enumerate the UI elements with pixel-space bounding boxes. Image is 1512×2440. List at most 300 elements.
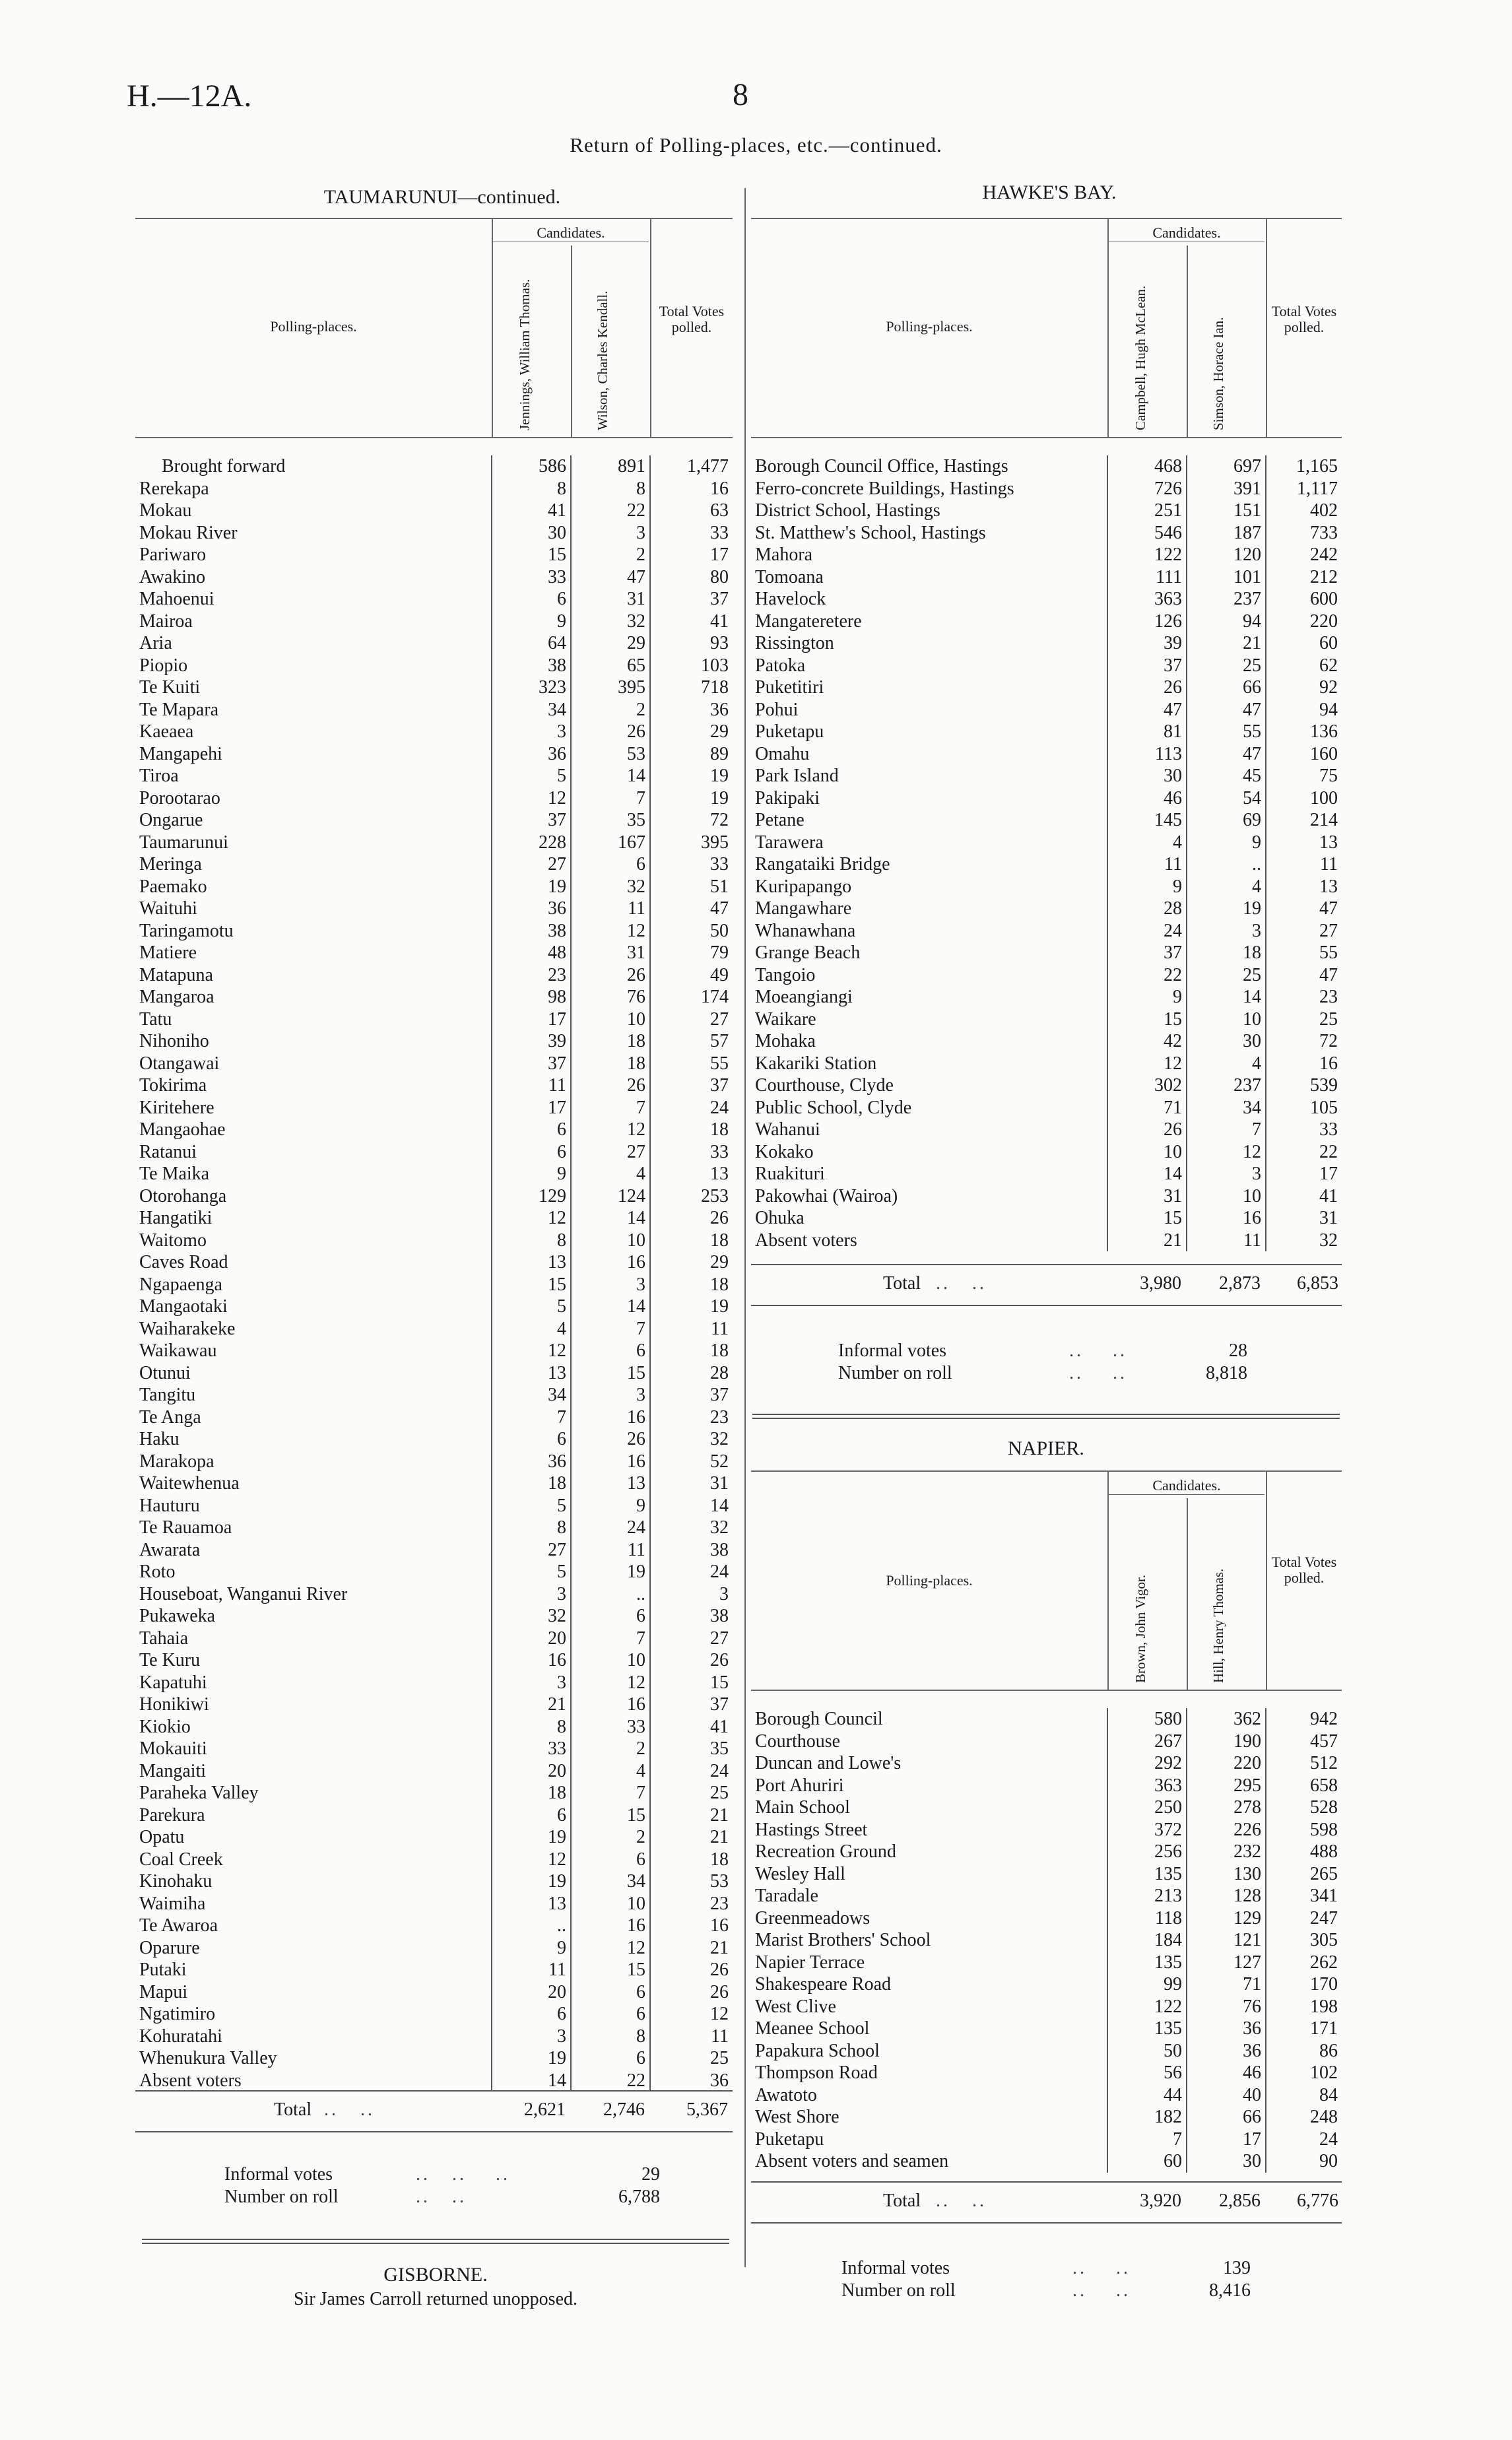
- candidate-2-votes: 697: [1187, 455, 1266, 478]
- total-votes: 32: [1266, 1230, 1342, 1252]
- candidate-2-votes: 3: [1187, 1163, 1266, 1185]
- polling-place-name: Hangatiki: [139, 1208, 213, 1228]
- polling-place-name: Mairoa: [139, 610, 193, 632]
- candidate-1-votes: 5: [492, 1296, 571, 1318]
- table-row: [751, 876, 1342, 898]
- total-votes: 41: [1266, 1185, 1342, 1208]
- polling-place-name: Recreation Ground: [755, 1841, 896, 1862]
- total-votes: 24: [650, 1097, 733, 1119]
- candidate-2-votes: 66: [1187, 676, 1266, 699]
- candidate-1-votes: 12: [492, 1849, 571, 1871]
- table-row: [751, 1929, 1342, 1952]
- candidate-1-votes: 37: [492, 1053, 571, 1075]
- total-votes: 41: [650, 1716, 733, 1738]
- total-votes: 25: [650, 1782, 733, 1804]
- polling-place-name: Absent voters: [755, 1230, 857, 1251]
- napier-header: [751, 1470, 1342, 1691]
- table-row: [751, 1053, 1342, 1075]
- total-all: 6,853: [1297, 1273, 1338, 1294]
- total-votes: 11: [650, 1318, 733, 1340]
- total-votes: 24: [650, 1561, 733, 1583]
- candidate-1-votes: 42: [1107, 1030, 1187, 1053]
- polling-place-name: Pariwaro: [139, 544, 207, 565]
- candidate-1-votes: 5: [492, 1495, 571, 1517]
- polling-place-name: Pohui: [755, 699, 799, 720]
- table-row: [751, 1119, 1342, 1141]
- table-row: [751, 1030, 1342, 1053]
- hawkes-bay-header: [751, 218, 1342, 438]
- total-votes: 37: [650, 588, 733, 610]
- candidate-2-votes: 101: [1187, 566, 1266, 589]
- candidate-2-votes: 36: [1187, 2018, 1266, 2040]
- total-votes: 36: [650, 699, 733, 721]
- candidate-1-votes: 8: [492, 478, 571, 500]
- informal-votes: 29: [641, 2164, 660, 2185]
- candidate-2-votes: 128: [1187, 1885, 1266, 1907]
- candidate-1-votes: 182: [1107, 2106, 1187, 2128]
- polling-place-name: Otorohanga: [139, 1185, 227, 1206]
- candidate-1-votes: 6: [492, 2003, 571, 2026]
- taumarunui-summary: [224, 2163, 686, 2216]
- candidate-2-votes: 14: [1187, 986, 1266, 1008]
- polling-place-name: Courthouse: [755, 1731, 841, 1752]
- total-votes: 22: [1266, 1141, 1342, 1164]
- leader-dots: .. ..: [1072, 2258, 1131, 2278]
- leader-dots: .. ..: [936, 2191, 987, 2211]
- napier-summary: [841, 2257, 1303, 2310]
- total-votes: 198: [1266, 1996, 1342, 2018]
- total-votes: 18: [650, 1119, 733, 1141]
- total-candidate-2: 2,746: [603, 2099, 645, 2120]
- polling-place-name: Mangaroa: [139, 987, 214, 1007]
- section-rule: [142, 2239, 729, 2240]
- total-votes: 33: [1266, 1119, 1342, 1141]
- candidate-1-votes: 37: [1107, 655, 1187, 677]
- candidate-2-votes: 18: [571, 1030, 650, 1053]
- candidate-1-votes: 8: [492, 1716, 571, 1738]
- table-row: [751, 2128, 1342, 2151]
- candidate-1-votes: 14: [492, 2070, 571, 2092]
- polling-place-name: Pukaweka: [139, 1606, 216, 1626]
- candidate-1-votes: 3: [492, 721, 571, 743]
- total-votes: 21: [650, 1937, 733, 1960]
- candidate-1-votes: 129: [492, 1185, 571, 1208]
- table-row: [751, 1841, 1342, 1863]
- polling-place-name: Waiharakeke: [139, 1318, 236, 1339]
- section-rule: [142, 2243, 729, 2244]
- total-votes: 51: [650, 876, 733, 898]
- table-row: [135, 566, 733, 589]
- candidate-2-votes: 9: [571, 1495, 650, 1517]
- total-votes: 12: [650, 2003, 733, 2026]
- table-row: [751, 1141, 1342, 1164]
- table-row: [751, 1797, 1342, 1819]
- candidate-1-votes: 20: [492, 1981, 571, 2004]
- polling-place-name: Puketapu: [755, 721, 824, 742]
- candidate-2-votes: 30: [1187, 1030, 1266, 1053]
- total-votes: 36: [650, 2070, 733, 2092]
- table-row: [135, 500, 733, 522]
- table-row: [751, 1163, 1342, 1185]
- header-rule: [1107, 1472, 1109, 1690]
- polling-place-name: Nihoniho: [139, 1031, 209, 1051]
- candidate-2-votes: 237: [1187, 1074, 1266, 1097]
- polling-place-name: Kohuratahi: [139, 2026, 222, 2047]
- table-row: [751, 2084, 1342, 2107]
- table-row: [751, 1207, 1342, 1230]
- total-votes: 62: [1266, 655, 1342, 677]
- candidate-1-votes: 11: [492, 1959, 571, 1981]
- table-row: [135, 1008, 733, 1031]
- table-row: [135, 1959, 733, 1981]
- candidate-1-votes: 71: [1107, 1097, 1187, 1119]
- table-row: [135, 655, 733, 677]
- gisborne-note: Sir James Carroll returned unopposed.: [293, 2289, 578, 2309]
- table-row: [135, 1251, 733, 1274]
- candidate-1-votes: 26: [1107, 1119, 1187, 1141]
- candidate-2-votes: 7: [571, 787, 650, 810]
- candidate-2-votes: 29: [571, 632, 650, 655]
- polling-place-name: Whanawhana: [755, 920, 856, 941]
- candidate-1-votes: 48: [492, 942, 571, 964]
- candidate-2-votes: 71: [1187, 1973, 1266, 1996]
- candidate-2-votes: 167: [571, 832, 650, 854]
- total-votes: 47: [1266, 898, 1342, 920]
- candidate-1-votes: 15: [1107, 1008, 1187, 1031]
- table-row: [751, 478, 1342, 500]
- polling-place-name: Kaeaea: [139, 721, 194, 742]
- table-row: [135, 1981, 733, 2004]
- candidate-1-votes: 31: [1107, 1185, 1187, 1208]
- table-row: [135, 1760, 733, 1783]
- total-votes: 13: [1266, 832, 1342, 854]
- candidate-2-votes: 12: [1187, 1141, 1266, 1164]
- candidate-2-votes: 6: [571, 1981, 650, 2004]
- total-all: 5,367: [686, 2099, 728, 2120]
- total-votes: 160: [1266, 743, 1342, 766]
- polling-place-name: Awakino: [139, 566, 206, 587]
- polling-place-name: Havelock: [755, 589, 826, 609]
- table-row: [135, 1937, 733, 1960]
- header-rule: [492, 219, 493, 437]
- candidate-1-votes: 19: [492, 876, 571, 898]
- table-row: [135, 942, 733, 964]
- header-rule: [571, 246, 572, 437]
- table-row: [135, 1849, 733, 1871]
- total-votes: 80: [650, 566, 733, 589]
- polling-place-name: Kakariki Station: [755, 1053, 877, 1074]
- total-votes: 24: [1266, 2128, 1342, 2151]
- total-votes: 18: [650, 1849, 733, 1871]
- candidate-1-votes: 302: [1107, 1074, 1187, 1097]
- candidate-2-votes: 7: [571, 1097, 650, 1119]
- candidate-1-votes: 36: [492, 898, 571, 920]
- table-row: [135, 1097, 733, 1119]
- total-votes: 38: [650, 1605, 733, 1628]
- candidate-2-votes: 187: [1187, 522, 1266, 544]
- candidate-1-votes: 5: [492, 765, 571, 787]
- candidate-2-votes: 362: [1187, 1708, 1266, 1731]
- total-votes: 247: [1266, 1907, 1342, 1930]
- candidates-heading: Candidates.: [1109, 224, 1265, 242]
- candidate-1-votes: 56: [1107, 2062, 1187, 2084]
- polling-place-name: Aria: [139, 633, 172, 653]
- candidate-2-votes: 10: [1187, 1185, 1266, 1208]
- candidate-2-votes: 391: [1187, 478, 1266, 500]
- roll-label: Number on roll: [838, 1363, 952, 1383]
- polling-place-name: Mangateretere: [755, 610, 862, 632]
- table-row: [135, 765, 733, 787]
- table-row: [135, 1141, 733, 1164]
- total-votes: 31: [650, 1472, 733, 1495]
- total-votes: 75: [1266, 765, 1342, 787]
- hawkes-bay-title: HAWKE'S BAY.: [982, 181, 1117, 203]
- candidate-1-votes: 26: [1107, 676, 1187, 699]
- candidate-1-votes: 135: [1107, 1952, 1187, 1974]
- table-row: [135, 2003, 733, 2026]
- candidate-2-votes: 66: [1187, 2106, 1266, 2128]
- candidate-1-votes: 36: [492, 743, 571, 766]
- informal-label: Informal votes: [838, 1340, 947, 1361]
- polling-place-name: Marakopa: [139, 1451, 214, 1472]
- polling-place-name: Te Maika: [139, 1164, 210, 1184]
- total-votes: 19: [650, 787, 733, 810]
- taumarunui-total-row: [135, 2090, 733, 2132]
- candidate-1-votes: 111: [1107, 566, 1187, 589]
- total-votes: 305: [1266, 1929, 1342, 1952]
- candidate-1-votes: 3: [492, 1672, 571, 1694]
- candidate-1-votes: 292: [1107, 1752, 1187, 1775]
- candidate-1-votes: 28: [1107, 898, 1187, 920]
- candidate-1-votes: 126: [1107, 610, 1187, 633]
- candidate-2-votes: 27: [571, 1141, 650, 1164]
- total-votes: 220: [1266, 610, 1342, 633]
- header-rule: [1107, 219, 1109, 437]
- total-votes: 253: [650, 1185, 733, 1208]
- polling-place-name: Parekura: [139, 1804, 205, 1826]
- polling-place-name: Houseboat, Wanganui River: [139, 1583, 348, 1604]
- polling-place-name: Park Island: [755, 766, 839, 786]
- table-row: [135, 876, 733, 898]
- candidate-2-votes: 15: [571, 1362, 650, 1385]
- candidate-2-votes: 47: [1187, 699, 1266, 721]
- candidate-2-votes: 127: [1187, 1952, 1266, 1974]
- polling-place-name: Napier Terrace: [755, 1952, 865, 1973]
- polling-place-name: Waimiha: [139, 1893, 206, 1914]
- table-row: [135, 1539, 733, 1562]
- total-votes-heading: Total Votes polled.: [659, 303, 725, 335]
- table-row: [135, 1716, 733, 1738]
- table-row: [751, 2106, 1342, 2128]
- polling-place-name: Mangapehi: [139, 743, 222, 764]
- total-votes: 21: [650, 1826, 733, 1849]
- polling-place-name: Ferro-concrete Buildings, Hastings: [755, 478, 1014, 499]
- candidate-2-votes: 16: [571, 1451, 650, 1473]
- candidate-1-votes: 41: [492, 500, 571, 522]
- polling-place-name: Te Anga: [139, 1406, 201, 1428]
- candidate-1-votes: 363: [1107, 588, 1187, 610]
- candidate-2-votes: 3: [571, 1384, 650, 1406]
- page-id: H.—12A.: [127, 79, 252, 114]
- total-label: Total: [883, 1273, 921, 1294]
- candidate-1-votes: 6: [492, 1428, 571, 1451]
- total-votes: 37: [650, 1694, 733, 1716]
- candidate-2-votes: 15: [571, 1959, 650, 1981]
- table-row: [135, 1472, 733, 1495]
- candidate-2-votes: 14: [571, 1296, 650, 1318]
- polling-place-name: Duncan and Lowe's: [755, 1753, 902, 1773]
- polling-place-name: Rissington: [755, 633, 834, 653]
- candidate-2-name: Wilson, Charles Kendall.: [595, 290, 610, 430]
- candidate-1-votes: 7: [492, 1406, 571, 1429]
- polling-place-name: Thompson Road: [755, 2062, 878, 2083]
- total-votes: 19: [650, 765, 733, 787]
- candidate-2-votes: 36: [1187, 2040, 1266, 2062]
- candidate-1-votes: 34: [492, 1384, 571, 1406]
- candidate-1-votes: 12: [1107, 1053, 1187, 1075]
- candidate-1-votes: 47: [1107, 699, 1187, 721]
- candidate-2-votes: 295: [1187, 1775, 1266, 1797]
- candidate-2-votes: 3: [1187, 920, 1266, 942]
- polling-place-name: Rerekapa: [139, 478, 209, 499]
- candidate-1-votes: 9: [492, 610, 571, 633]
- report-title: Return of Polling-places, etc.—continued.: [570, 133, 942, 156]
- total-votes: 37: [650, 1384, 733, 1406]
- candidate-2-votes: 40: [1187, 2084, 1266, 2107]
- candidate-1-votes: 46: [1107, 787, 1187, 810]
- table-row: [135, 1826, 733, 1849]
- candidate-1-votes: 122: [1107, 544, 1187, 566]
- candidate-1-votes: 37: [1107, 942, 1187, 964]
- table-row: [751, 1775, 1342, 1797]
- total-votes: 214: [1266, 809, 1342, 832]
- total-votes: 212: [1266, 566, 1342, 589]
- roll-label: Number on roll: [224, 2187, 339, 2207]
- candidate-2-votes: 10: [571, 1008, 650, 1031]
- total-all: 6,776: [1297, 2191, 1338, 2211]
- number-on-roll: 8,416: [1209, 2280, 1251, 2301]
- total-votes: 33: [650, 522, 733, 544]
- candidate-1-votes: ..: [492, 1915, 571, 1937]
- polling-place-name: Tokirima: [139, 1075, 207, 1096]
- polling-place-name: Borough Council: [755, 1709, 883, 1729]
- table-row: [751, 942, 1342, 964]
- candidate-1-votes: 372: [1107, 1819, 1187, 1841]
- candidate-2-votes: 22: [571, 500, 650, 522]
- candidate-1-votes: 135: [1107, 2018, 1187, 2040]
- candidate-1-votes: 23: [492, 964, 571, 987]
- polling-place-name: Matiere: [139, 942, 197, 963]
- table-row: [751, 964, 1342, 987]
- polling-place-name: Te Kuiti: [139, 677, 201, 698]
- candidate-1-votes: 580: [1107, 1708, 1187, 1731]
- candidate-1-votes: 36: [492, 1451, 571, 1473]
- candidate-2-votes: 9: [1187, 832, 1266, 854]
- total-votes-heading: Total Votes polled.: [1271, 303, 1337, 335]
- total-votes: 92: [1266, 676, 1342, 699]
- total-votes: 55: [1266, 942, 1342, 964]
- candidate-1-votes: 27: [492, 853, 571, 876]
- candidate-1-votes: 5: [492, 1561, 571, 1583]
- polling-place-name: Mohaka: [755, 1031, 816, 1051]
- candidate-1-votes: 113: [1107, 743, 1187, 766]
- polling-place-name: Waikawau: [139, 1340, 217, 1361]
- polling-place-name: Porootarao: [139, 787, 220, 808]
- total-votes: 658: [1266, 1775, 1342, 1797]
- total-votes: 488: [1266, 1841, 1342, 1863]
- candidate-2-votes: 65: [571, 655, 650, 677]
- candidates-heading: Candidates.: [1109, 1477, 1265, 1495]
- candidate-2-votes: 76: [571, 986, 650, 1008]
- header-rule: [1187, 1498, 1188, 1690]
- candidate-1-name: Campbell, Hugh McLean.: [1133, 285, 1148, 430]
- polling-place-name: Meanee School: [755, 2018, 870, 2039]
- leader-dots: .. ..: [416, 2187, 467, 2207]
- table-row: [135, 2026, 733, 2048]
- candidate-1-votes: 19: [492, 1826, 571, 1849]
- candidate-2-votes: 19: [571, 1561, 650, 1583]
- polling-place-name: Patoka: [755, 655, 806, 676]
- candidate-1-votes: 9: [492, 1163, 571, 1185]
- total-votes: 49: [650, 964, 733, 987]
- total-votes: 16: [650, 1915, 733, 1937]
- total-votes: 102: [1266, 2062, 1342, 2084]
- candidate-2-votes: 2: [571, 699, 650, 721]
- candidate-1-votes: 13: [492, 1251, 571, 1274]
- candidate-2-votes: 25: [1187, 964, 1266, 987]
- total-votes: 457: [1266, 1731, 1342, 1753]
- polling-place-name: Meringa: [139, 854, 202, 874]
- polling-place-name: Piopio: [139, 655, 188, 676]
- polling-places-heading: Polling-places.: [270, 318, 357, 335]
- candidate-1-votes: 99: [1107, 1973, 1187, 1996]
- candidate-1-votes: 12: [492, 1340, 571, 1362]
- candidate-1-votes: 3: [492, 2026, 571, 2048]
- table-row: [135, 1583, 733, 1606]
- table-row: [751, 832, 1342, 854]
- total-votes: 50: [650, 920, 733, 942]
- candidate-1-votes: 39: [1107, 632, 1187, 655]
- candidate-1-votes: 122: [1107, 1996, 1187, 2018]
- polling-place-name: Omahu: [755, 743, 810, 764]
- table-row: [751, 986, 1342, 1008]
- hawkes-bay-summary: [838, 1340, 1300, 1393]
- table-row: [135, 721, 733, 743]
- polling-place-name: Tarawera: [755, 832, 824, 853]
- candidate-1-votes: 19: [492, 1870, 571, 1893]
- total-votes: 33: [650, 853, 733, 876]
- candidate-2-votes: 151: [1187, 500, 1266, 522]
- table-row: [135, 920, 733, 942]
- candidate-1-votes: 6: [492, 1804, 571, 1827]
- polling-place-name: Mahora: [755, 544, 813, 565]
- candidate-1-votes: 15: [1107, 1207, 1187, 1230]
- candidate-1-name: Brown, John Vigor.: [1133, 1574, 1148, 1683]
- polling-place-name: Haku: [139, 1429, 180, 1449]
- candidate-2-votes: 4: [571, 1760, 650, 1783]
- candidate-2-votes: 10: [1187, 1008, 1266, 1031]
- candidate-2-votes: 19: [1187, 898, 1266, 920]
- table-row: [135, 1030, 733, 1053]
- candidate-2-votes: 25: [1187, 655, 1266, 677]
- polling-place-name: Putaki: [139, 1960, 187, 1980]
- polling-place-name: Oparure: [139, 1937, 200, 1958]
- candidate-2-votes: 33: [571, 1716, 650, 1738]
- candidate-2-votes: 10: [571, 1893, 650, 1915]
- polling-place-name: Papakura School: [755, 2040, 880, 2061]
- candidate-2-votes: 26: [571, 1074, 650, 1097]
- candidate-1-votes: 8: [492, 1230, 571, 1252]
